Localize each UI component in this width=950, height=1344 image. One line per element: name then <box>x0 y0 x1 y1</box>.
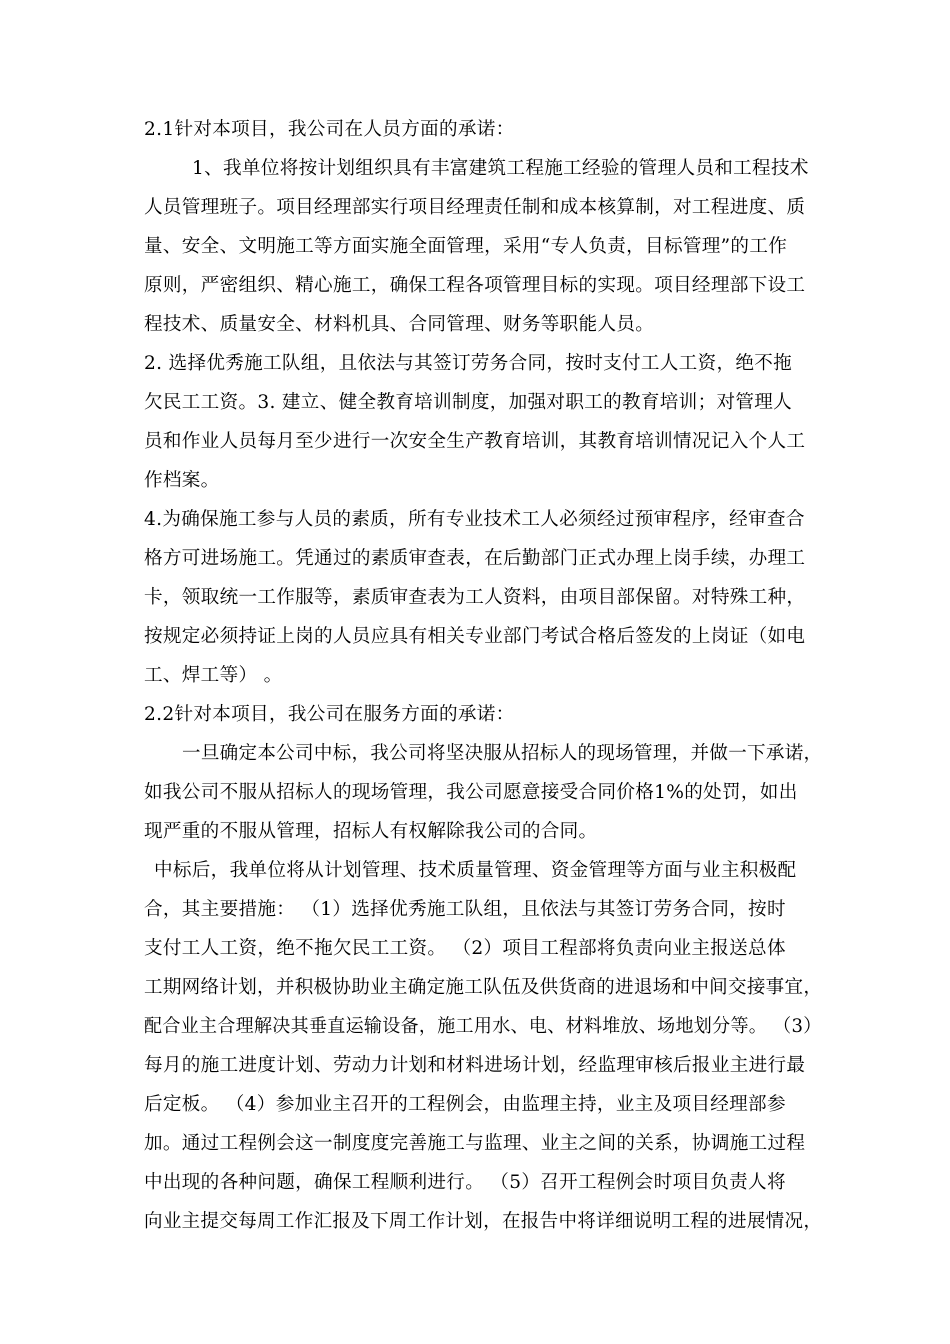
paragraph-line: 卡，领取统一工作服等，素质审查表为工人资料，由项目部保留。对特殊工种， <box>144 587 806 608</box>
paragraph-line: 中出现的各种问题，确保工程顺利进行。 （5）召开工程例会时项目负责人将 <box>144 1172 786 1193</box>
paragraph-line: 欠民工工资。3. 建立、健全教育培训制度，加强对职工的教育培训；对管理人 <box>144 392 793 413</box>
paragraph-line: 原则，严密组织、精心施工，确保工程各项管理目标的实现。项目经理部下设工 <box>144 275 806 296</box>
paragraph-line: 按规定必须持证上岗的人员应具有相关专业部门考试合格后签发的上岗证（如电 <box>144 626 806 647</box>
paragraph-line: 每月的施工进度计划、劳动力计划和材料进场计划，经监理审核后报业主进行最 <box>144 1055 806 1076</box>
paragraph-line: 加。通过工程例会这一制度度完善施工与监理、业主之间的关系，协调施工过程 <box>144 1133 806 1154</box>
paragraph-line: 作档案。 <box>144 470 220 491</box>
paragraph-line: 工、焊工等） 。 <box>144 665 283 686</box>
paragraph-line: 工期网络计划，并积极协助业主确定施工队伍及供货商的进退场和中间交接事宜， <box>144 977 823 998</box>
paragraph-line: 支付工人工资，绝不拖欠民工工资。 （2）项目工程部将负责向业主报送总体 <box>144 938 786 959</box>
paragraph-line: 2. 选择优秀施工队组，且依法与其签订劳务合同，按时支付工人工资，绝不拖 <box>144 353 793 374</box>
paragraph-line: 合，其主要措施： （1）选择优秀施工队组，且依法与其签订劳务合同，按时 <box>144 899 786 920</box>
paragraph-line: 4.为确保施工参与人员的素质，所有专业技术工人必须经过预审程序，经审查合 <box>144 509 805 530</box>
paragraph-line: 一旦确定本公司中标，我公司将坚决服从招标人的现场管理，并做一下承诺， <box>182 743 823 764</box>
section-heading-2-1: 2.1针对本项目，我公司在人员方面的承诺： <box>144 119 515 140</box>
paragraph-line: 现严重的不服从管理，招标人有权解除我公司的合同。 <box>144 821 598 842</box>
paragraph-line: 人员管理班子。项目经理部实行项目经理责任制和成本核算制，对工程进度、质 <box>144 197 806 218</box>
paragraph-line: 格方可进场施工。凭通过的素质审查表，在后勤部门正式办理上岗手续，办理工 <box>144 548 806 569</box>
paragraph-line: 量、安全、文明施工等方面实施全面管理，采用“专人负责，目标管理”的工作 <box>144 236 788 257</box>
paragraph-line: 程技术、质量安全、材料机具、合同管理、财务等职能人员。 <box>144 314 655 335</box>
paragraph-line: 中标后，我单位将从计划管理、技术质量管理、资金管理等方面与业主积极配 <box>154 860 797 881</box>
paragraph-line: 1、我单位将按计划组织具有丰富建筑工程施工经验的管理人员和工程技术 <box>192 158 809 179</box>
paragraph-line: 员和作业人员每月至少进行一次安全生产教育培训，其教育培训情况记入个人工 <box>144 431 806 452</box>
section-heading-2-2: 2.2针对本项目，我公司在服务方面的承诺： <box>144 704 515 725</box>
paragraph-line: 后定板。 （4）参加业主召开的工程例会，由监理主持，业主及项目经理部参 <box>144 1094 786 1115</box>
paragraph-line: 如我公司不服从招标人的现场管理，我公司愿意接受合同价格1%的处罚，如出 <box>144 782 798 803</box>
paragraph-line: 向业主提交每周工作汇报及下周工作计划，在报告中将详细说明工程的进展情况， <box>144 1211 823 1232</box>
paragraph-line: 配合业主合理解决其垂直运输设备，施工用水、电、材料堆放、场地划分等。 （3） <box>144 1016 822 1037</box>
